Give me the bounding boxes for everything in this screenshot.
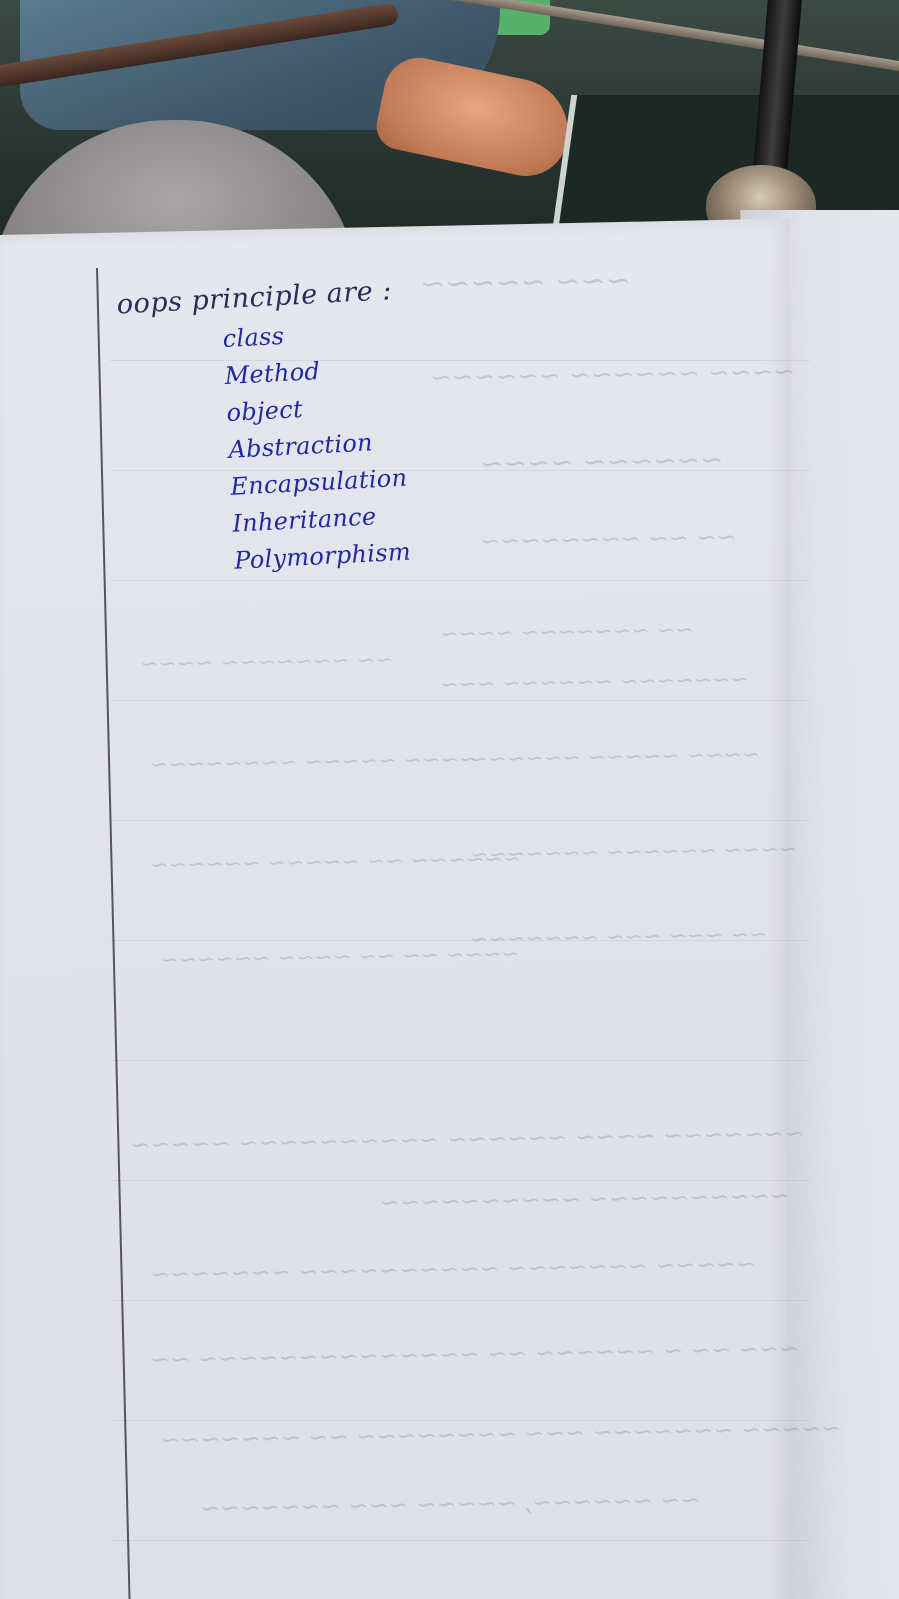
page-rule bbox=[110, 1060, 810, 1061]
bleed-through-scribble: ~~~~~~~~~~ ~~~~~~~~~~ bbox=[379, 1181, 791, 1217]
bleed-through-scribble: ~~ ~~~~~~~ ~~~~ bbox=[139, 647, 394, 678]
list-item: object bbox=[225, 394, 304, 427]
notes-heading: oops principle are : bbox=[115, 275, 393, 321]
bleed-through-scribble: ~~~ ~~~~~ bbox=[419, 263, 631, 302]
bleed-through-scribble: ~~ ~~ ~~~~~~~~ bbox=[479, 522, 737, 556]
bleed-through-scribble: ~~~~~~ ~~~~ bbox=[479, 442, 724, 481]
principle-list bbox=[110, 312, 412, 586]
bleed-through-scribble: ~~~~ ~~~~~ ~~~~~~ bbox=[469, 742, 761, 773]
bleed-through-scribble: ~~~~~~~ ~~~~ ~~~~~~ ~~~~~~~~~~ ~~~~~ bbox=[129, 1119, 805, 1159]
list-item: Polymorphism bbox=[233, 537, 412, 575]
list-item: Abstraction bbox=[227, 428, 374, 464]
bleed-through-scribble: ~~~~~ ~~~~~~~ ~~~ ~~~~~~~~ ~~ ~~~~~~~ bbox=[159, 1414, 842, 1454]
list-item: Inheritance bbox=[231, 502, 378, 538]
list-item: Encapsulation bbox=[229, 463, 408, 501]
list-item: class bbox=[221, 321, 285, 354]
bleed-through-scribble: ~~ ~~~~~~~ ~~~~ bbox=[439, 617, 694, 648]
page-rule bbox=[110, 1180, 810, 1181]
bleed-through-scribble: ~~~~ ~~~~~~ ~~~~~~~ bbox=[469, 837, 798, 868]
page-rule bbox=[110, 1540, 810, 1541]
bleed-through-scribble: ~~~~ ~~~~~ ~~~~~~~~ bbox=[149, 747, 478, 778]
bleed-through-scribble: ~~~~~ ~~~~~~~ ~~~~~~~~~~ ~~~~~~~ bbox=[149, 1249, 757, 1289]
page-rule bbox=[110, 1300, 810, 1301]
list-item: Method bbox=[223, 357, 321, 390]
page-rule bbox=[110, 700, 810, 701]
bleed-through-scribble: ~~~~ ~~~~~~ ~~~~~~ bbox=[429, 356, 796, 394]
bleed-through-scribble: ~~~~~~ ~~ ~~~~~ ~~~~~~ bbox=[149, 846, 522, 879]
bleed-through-scribble: ~~~~~~~ ~~~~~~ ~~~ bbox=[439, 667, 750, 698]
bleed-through-scribble: ~~ ~~~ ~~~ ~~~~~~~ bbox=[469, 922, 768, 953]
page-rule bbox=[110, 820, 810, 821]
handwritten-notes bbox=[108, 275, 412, 586]
bleed-through-scribble: ~~ ~~~~~~, ~~~~~ ~~~ ~~~~~~~ bbox=[199, 1485, 701, 1523]
bleed-through-scribble: ~~~ ~~ ~ ~~~~~~ ~~ ~~~~~~~~~~~~~~ ~~ bbox=[149, 1334, 800, 1374]
bleed-through-scribble: ~~~~ ~~ ~~ ~~~~ ~~~~~~ bbox=[159, 941, 520, 974]
